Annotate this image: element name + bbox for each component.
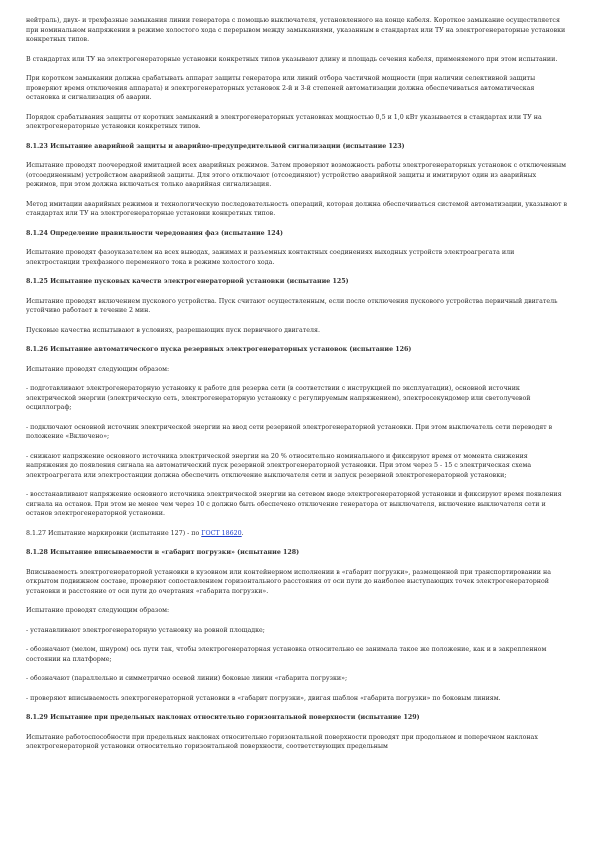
list-item: - снижают напряжение основного источника электрической энергии на 20 % относительно номинального и фиксируют время от момента снижения напряжения до появления сигнала на автоматический пуск резервной электрогенераторной установки. При этом через 5 - 15 с электрическая схема электроагрегата или электростанции должна обеспечить отключение выключателя сети и запуск резервной электрогенераторной установки; <box>26 452 532 479</box>
paragraph: Порядок срабатывания защиты от коротких замыканий в электрогенераторных установках мощностью 0,5 и 1,0 кВт указывается в стандартах или ТУ на электрогенераторные установки конкретных типов. <box>26 113 542 130</box>
section-heading: 8.1.26 Испытание автоматического пуска резервных электрогенераторных установок (испытание 126) <box>26 346 412 353</box>
list-item: - подготавливают электрогенераторную установку к работе для резерва сети (в соответствии с инструкцией по эксплуатации), основной источник электрической энергии (электрическую сеть, электрогенераторную установку с регулируемым напряжением), электросекундомер или светолучевой осциллограф; <box>26 385 531 411</box>
link-suffix: . <box>241 529 244 537</box>
link-prefix: 8.1.27 Испытание маркировки (испытание 127) - по <box>26 529 202 537</box>
paragraph: Испытание проводят фазоуказателем на всех выводах, зажимах и разъемных контактных соединениях выходных устройств электроагрегата или электростанции трехфазного переменного тока в режиме холостого хода. <box>26 249 515 266</box>
paragraph: Испытание проводят следующим образом: <box>26 365 170 373</box>
paragraph: В стандартах или ТУ на электрогенераторные установки конкретных типов указывают длину и площадь сечения кабеля, применяемого при этом испытании. <box>26 55 558 63</box>
list-item: - устанавливают электрогенераторную установку на ровной площадке; <box>26 626 265 634</box>
list-item: - обозначают (параллельно и симметрично осевой линии) боковые линии «габарита погрузки»; <box>26 675 348 682</box>
paragraph: Испытание проводят включением пускового устройства. Пуск считают осуществленным, если после отключения пускового устройства первичный двигатель устойчиво работает в течение 2 мин. <box>26 297 558 314</box>
section-heading: 8.1.28 Испытание вписываемости в «габарит погрузки» (испытание 128) <box>26 549 300 556</box>
list-item: - восстанавливают напряжение основного источника электрической энергии на сетевом вводе электрогенераторной установки и фиксируют время появления сигнала на останов. При этом не менее чем через 10 с должно быть обеспечено отключение генератора от выключателя, включение выключателя сети и останов электрогенераторной установки. <box>26 491 562 517</box>
list-item: - подключают основной источник электрической энергии на ввод сети резервной электрогенераторной установки. При этом выключатель сети переводят в положение «Включено»; <box>26 423 553 440</box>
paragraph: Пусковые качества испытывают в условиях, разрешающих пуск первичного двигателя. <box>26 326 320 334</box>
paragraph: Метод имитации аварийных режимов и технологическую последовательность операций, которая должна обеспечиваться системой автоматизации, указывают в стандартах или ТУ на электрогенераторные установки конкретных типов. <box>26 200 568 217</box>
section-heading: 8.1.25 Испытание пусковых качеств электрогенераторной установки (испытание 125) <box>26 278 349 285</box>
list-item: - проверяют вписываемость электрогенераторной установки в «габарит погрузки», двигая шаблон «габарита погрузки» по боковым линиям. <box>26 694 501 702</box>
paragraph: Испытание проводят поочередной имитацией всех аварийных режимов. Затем проверяют возможность работы электрогенераторных установок с отключенным (отсоединенным) устройством аварийной защиты. Для этого отключают (отсоединяют) устройство аварийной защиты и имитируют один из аварийных режимов, при этом должна включаться только аварийная сигнализация. <box>26 162 567 188</box>
list-item: - обозначают (мелом, шнуром) ось пути так, чтобы электрогенераторная установка относительно ее занимала такое же положение, как и в закрепленном состоянии на платформе; <box>26 646 547 663</box>
paragraph: Испытание проводят следующим образом: <box>26 607 170 614</box>
section-heading: 8.1.24 Определение правильности чередования фаз (испытание 124) <box>26 229 283 237</box>
section-heading: 8.1.23 Испытание аварийной защиты и аварийно-предупредительной сигнализации (испытание 123) <box>26 142 405 150</box>
gost-link[interactable]: ГОСТ 18620 <box>201 529 242 537</box>
paragraph: Испытание работоспособности при предельных наклонах относительно горизонтальной поверхности проводят при продольном и поперечном наклонах электрогенераторной установки относительно горизонтальной поверхности, соответствующих предельным <box>26 733 538 750</box>
section-heading: 8.1.29 Испытание при предельных наклонах относительно горизонтальной поверхности (испытание 129) <box>26 714 420 721</box>
paragraph: При коротком замыкании должна срабатывать аппарат защиты генератора или линий отбора частичной мощности (при наличии селективной защиты проверяют время отключения аппарата) и электрогенераторных установок 2-й и 3-й степеней автоматизации должна обеспечиваться автоматическая остановка и сигнализация об аварии. <box>26 75 536 101</box>
paragraph: нейтраль), двух- и трехфазные замыкания линии генератора с помощью выключателя, установленного на конце кабеля. Короткое замыкание осуществляется при номинальном напряжении в режиме холостого хода с перерывом между замыканиями, указанным в стандартах или ТУ на электрогенераторные установки конкретных типов. <box>26 17 566 43</box>
paragraph: Вписываемость электрогенераторной установки в кузовном или контейнерном исполнении в «габарит погрузки», размещенной при транспортировании на открытом подвижном составе, проверяют сопоставлением горизонтального расстояния от оси пути до наиболее выступающих точек электрогенераторной установки и расстояние от оси пути до очертания «габарита погрузки». <box>26 568 551 595</box>
paragraph-with-link <box>26 529 569 539</box>
